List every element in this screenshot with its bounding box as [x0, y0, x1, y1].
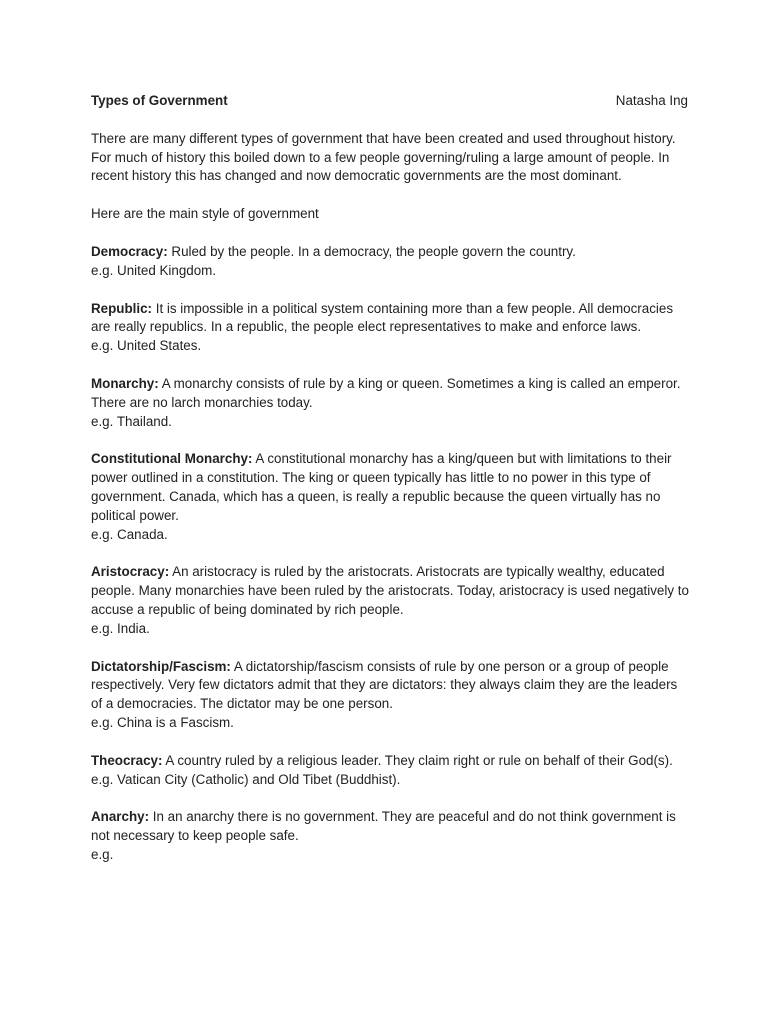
term-label: Aristocracy: — [91, 564, 170, 580]
term-definition: An aristocracy is ruled by the aristocrats. Aristocrats are typically wealthy, educated people. Many monarchies have been ruled by the aristocrats. Today, aristocracy is used negatively to accuse a republic of being dominated by rich people. — [91, 564, 689, 617]
term-definition: Ruled by the people. In a democracy, the people govern the country. — [167, 243, 576, 259]
document-page — [91, 92, 691, 865]
document-header — [91, 92, 688, 111]
document-title: Types of Government — [91, 93, 228, 108]
term-example: e.g. Canada. — [91, 526, 168, 542]
term-example: e.g. Thailand. — [91, 413, 172, 429]
section-monarchy — [91, 375, 691, 431]
term-label: Republic: — [91, 300, 153, 316]
term-label: Constitutional Monarchy: — [91, 451, 253, 467]
term-label: Monarchy: — [91, 375, 159, 391]
term-example: e.g. United States. — [91, 338, 202, 354]
term-label: Democracy: — [91, 243, 168, 259]
term-definition: It is impossible in a political system containing more than a few people. All democracies are really republics. In a republic, the people elect representatives to make and enforce laws. — [91, 300, 674, 335]
term-definition: A dictatorship/fascism consists of rule by one person or a group of people respectively. Very few dictators admit that they are dictators: they always claim they are the leaders of a democracies. The dictator may be one person. — [91, 658, 678, 712]
term-definition: In an anarchy there is no government. They are peaceful and do not think government is not necessary to keep people safe. — [91, 809, 676, 844]
term-label: Dictatorship/Fascism: — [91, 658, 231, 674]
section-constitutional-monarchy — [91, 450, 691, 544]
section-dictatorship-fascism — [91, 658, 691, 733]
intro-paragraph: There are many different types of government that have been created and used throughout history. For much of history this boiled down to a few people governing/ruling a large amount of people. In recent history this has changed and now democratic governments are the most dominant. — [91, 130, 676, 184]
term-definition: A country ruled by a religious leader. They claim right or rule on behalf of their God(s). — [162, 752, 673, 768]
section-theocracy — [91, 752, 691, 790]
term-label: Anarchy: — [91, 809, 150, 825]
lead-sentence: Here are the main style of government — [91, 206, 319, 222]
section-aristocracy — [91, 563, 691, 638]
term-example: e.g. — [91, 846, 114, 862]
author-name: Natasha Ing — [615, 93, 688, 108]
term-example: e.g. Vatican City (Catholic) and Old Tibet (Buddhist). — [91, 771, 401, 787]
section-anarchy — [91, 808, 691, 864]
section-democracy — [91, 243, 691, 281]
section-republic — [91, 300, 691, 356]
term-example: e.g. China is a Fascism. — [91, 714, 234, 730]
term-definition: A constitutional monarchy has a king/queen but with limitations to their power outlined in a constitution. The king or queen typically has little to no power in this type of government. Canada, which has a queen, is really a republic because the queen virtually has no political power. — [91, 451, 672, 523]
term-label: Theocracy: — [91, 752, 163, 768]
term-example: e.g. United Kingdom. — [91, 262, 217, 278]
term-example: e.g. India. — [91, 620, 150, 636]
term-definition: A monarchy consists of rule by a king or queen. Sometimes a king is called an emperor. There are no larch monarchies today. — [91, 375, 681, 410]
